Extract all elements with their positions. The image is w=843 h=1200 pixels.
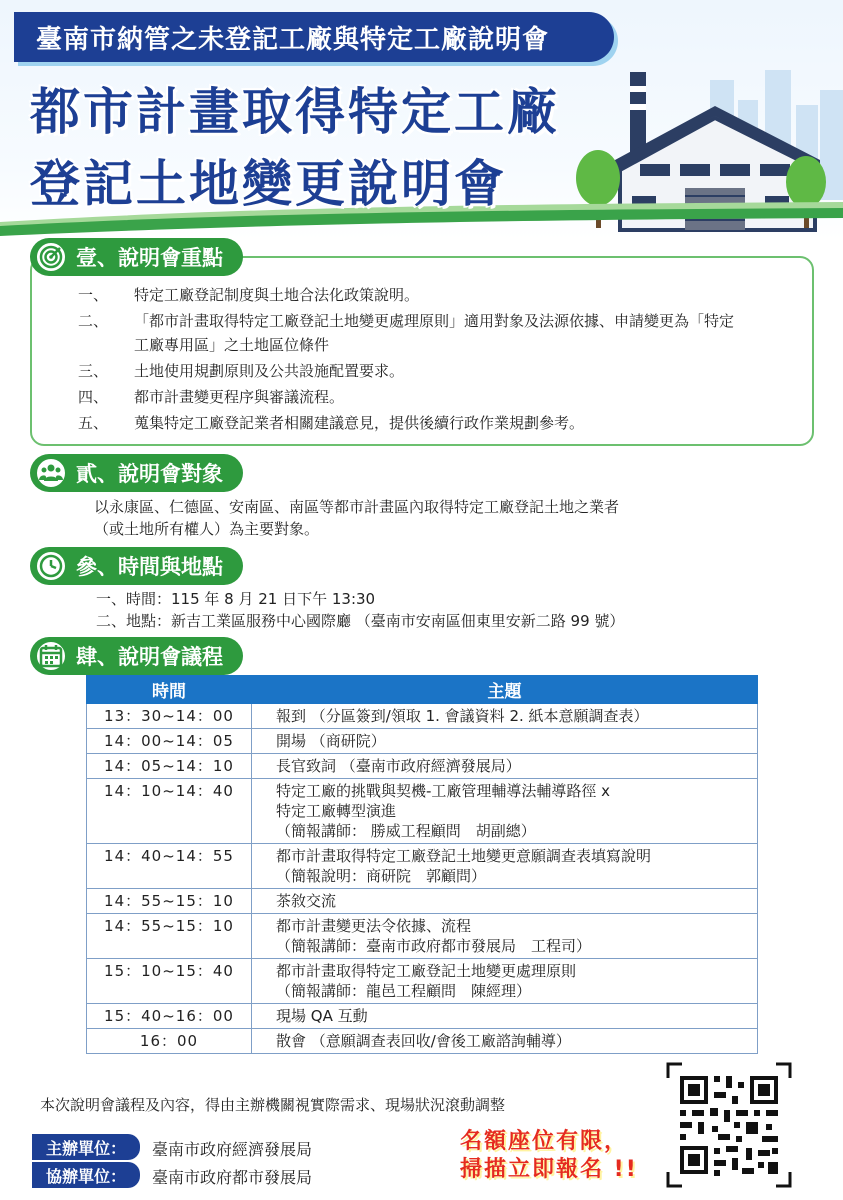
co-organizer-value: 臺南市政府都市發展局: [152, 1168, 313, 1187]
host-label: 主辦單位：: [32, 1134, 140, 1160]
table-row: 13：30~14：00 報到 （分區簽到/領取 1. 會議資料 2. 紙本意願調查表）: [87, 704, 758, 729]
agenda-note: 本次說明會議程及內容，得由主辦機關視實際需求、現場狀況滾動調整: [40, 1096, 506, 1114]
section2-heading: [30, 454, 243, 492]
co-organizer-label: 協辦單位：: [32, 1162, 140, 1188]
section4-heading-text: 肆、說明會議程: [76, 645, 223, 669]
calendar-icon: [34, 639, 68, 673]
section3-heading-text: 參、時間與地點: [76, 555, 223, 579]
section4-heading: [30, 637, 243, 675]
people-icon: [34, 456, 68, 490]
table-row: 14：00~14：05 開場 （商研院）: [87, 729, 758, 754]
clock-icon: [34, 549, 68, 583]
table-row: 14：55~15：10 茶敘交流: [87, 889, 758, 914]
host-value: 臺南市政府經濟發展局: [152, 1140, 313, 1159]
qr-code-icon: [666, 1062, 792, 1188]
agenda-table: [86, 675, 758, 1054]
section3-heading: [30, 547, 243, 585]
event-time: 一、時間：115 年 8 月 21 日下午 13:30: [96, 590, 376, 608]
table-row: 14：10~14：40 特定工廠的挑戰與契機-工廠管理輔導法輔導路徑 x 特定工廠轉型演進 （簡報講師： 勝威工程顧問 胡副總）: [87, 779, 758, 844]
section1-heading-text: 壹、說明會重點: [76, 246, 223, 270]
agenda-col-time: 時間: [87, 676, 252, 704]
promo-line2: 掃描立即報名 !!: [460, 1157, 638, 1182]
agenda-body: [87, 704, 758, 1054]
table-row: 14：05~14：10 長官致詞 （臺南市政府經濟發展局）: [87, 754, 758, 779]
table-row: 14：55~15：10 都市計畫變更法令依據、流程 （簡報講師：臺南市政府都市發展局 工程司）: [87, 914, 758, 959]
target-icon: [34, 240, 68, 274]
table-row: 16：00 散會 （意願調查表回收/會後工廠諮詢輔導）: [87, 1029, 758, 1054]
registration-qr-code[interactable]: [666, 1062, 792, 1188]
section2-heading-text: 貳、說明會對象: [76, 462, 223, 486]
table-row: 14：40~14：55 都市計畫取得特定工廠登記土地變更意願調查表填寫說明 （簡報說明：商研院 郭顧問）: [87, 844, 758, 889]
agenda-col-topic: 主題: [252, 676, 758, 704]
table-row: 15：10~15：40 都市計畫取得特定工廠登記土地變更處理原則 （簡報講師：龍邑工程顧問 陳經理）: [87, 959, 758, 1004]
event-subtitle-banner: 臺南市納管之未登記工廠與特定工廠說明會: [14, 12, 614, 62]
event-place: 二、地點：新吉工業區服務中心國際廳 （臺南市安南區佃東里安新二路 99 號）: [96, 612, 625, 630]
audience-line1: 以永康區、仁德區、安南區、南區等都市計畫區內取得特定工廠登記土地之業者: [94, 498, 620, 516]
page-title-line2: 登記土地變更說明會: [30, 155, 507, 213]
table-row: 15：40~16：00 現場 QA 互動: [87, 1004, 758, 1029]
section1-heading: [30, 238, 243, 276]
page-title-line1: 都市計畫取得特定工廠: [30, 83, 560, 141]
audience-line2: （或土地所有權人）為主要對象。: [94, 520, 320, 538]
promo-line1: 名額座位有限，: [460, 1129, 629, 1154]
